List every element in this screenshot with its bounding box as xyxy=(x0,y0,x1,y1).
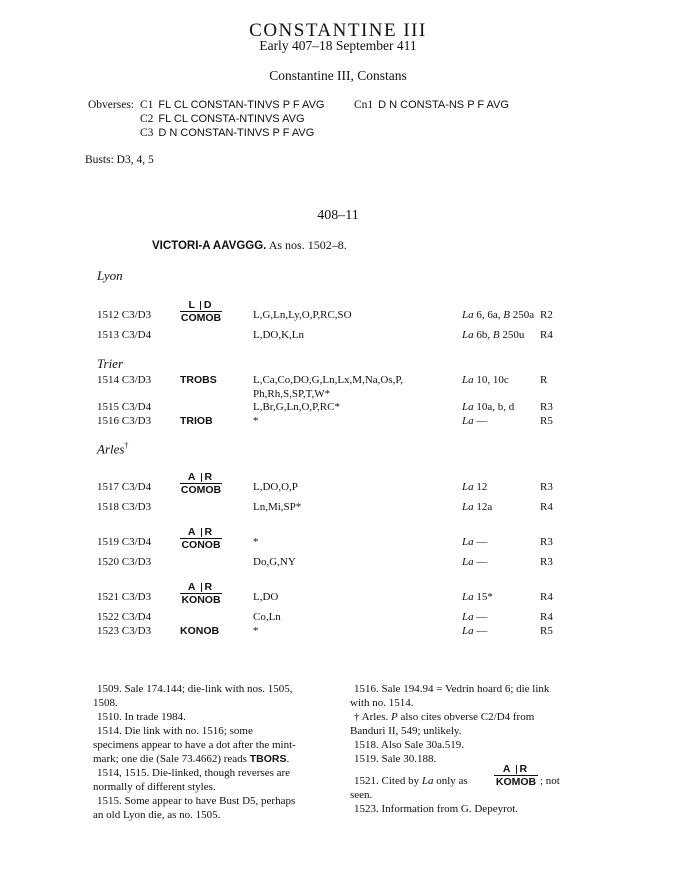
note-1514-cont: specimens appear to have a dot after the mint- xyxy=(93,739,296,751)
collections: L,DO,O,P xyxy=(253,481,298,493)
collections: L,G,Ln,Ly,O,P,RC,SO xyxy=(253,309,352,321)
mintmark-fraction: L D COMOB xyxy=(180,299,222,324)
rarity: R5 xyxy=(540,625,553,637)
collections: L,DO xyxy=(253,591,279,603)
collections: Do,G,NY xyxy=(253,556,296,568)
note-1519: 1519. Sale 30.188. xyxy=(354,753,437,765)
collections-cont: Ph,Rh,S,SP,T,W* xyxy=(253,388,331,400)
reference: La — xyxy=(462,556,488,568)
note-arles-cont: Banduri II, 549; unlikely. xyxy=(350,725,462,737)
mintmark: KONOB xyxy=(180,625,220,637)
reference: La — xyxy=(462,536,488,548)
obverse-cn1: Cn1 D N CONSTA-NS P F AVG xyxy=(354,99,509,111)
reverse-type: VICTORI-A AAVGGG. As nos. 1502–8. xyxy=(152,238,347,252)
reference: La — xyxy=(462,625,488,637)
note-1523: 1523. Information from G. Depeyrot. xyxy=(354,803,519,815)
mintmark-fraction: A R CONOB xyxy=(181,526,221,551)
collections: Ln,Mi,SP* xyxy=(253,501,302,513)
rarity: R3 xyxy=(540,481,553,493)
note-1516: 1516. Sale 194.94 = Vedrin hoard 6; die link xyxy=(354,683,550,695)
table-row: 1520 C3/D3 xyxy=(97,556,152,568)
busts: Busts: D3, 4, 5 xyxy=(85,154,154,166)
reference: La 10, 10c xyxy=(462,374,509,386)
table-row: 1519 C3/D4 xyxy=(97,536,152,548)
table-row: 1518 C3/D3 xyxy=(97,501,152,513)
collections: L,Br,G,Ln,O,P,RC* xyxy=(253,401,340,413)
collections: * xyxy=(253,625,259,637)
note-arles: † Arles. P also cites obverse C2/D4 from xyxy=(354,711,535,723)
reference: La 12 xyxy=(462,481,488,493)
collections: L,DO,K,Ln xyxy=(253,329,305,341)
mintmark: TROBS xyxy=(180,374,217,386)
note-1521-mintmark: A R KOMOB xyxy=(495,763,537,788)
table-row: 1514 C3/D3 xyxy=(97,374,152,386)
note-1514: 1514. Die link with no. 1516; some xyxy=(97,725,253,737)
reference: La — xyxy=(462,611,488,623)
note-1518: 1518. Also Sale 30a.519. xyxy=(354,739,464,751)
table-row: 1523 C3/D3 xyxy=(97,625,152,637)
mintmark-fraction: A R COMOB xyxy=(180,471,222,496)
collections: * xyxy=(253,415,259,427)
table-row: 1512 C3/D3 xyxy=(97,309,152,321)
obverses-label: Obverses: xyxy=(88,99,134,111)
reign-dates: Early 407–18 September 411 xyxy=(259,38,417,53)
note-1514-1515-cont: normally of different styles. xyxy=(93,781,216,793)
note-1510: 1510. In trade 1984. xyxy=(97,711,186,723)
note-1514-1515: 1514, 1515. Die-linked, though reverses are xyxy=(97,767,291,779)
note-1521: 1521. Cited by La only as xyxy=(354,775,468,787)
table-row: 1517 C3/D4 xyxy=(97,481,152,493)
rarity: R5 xyxy=(540,415,553,427)
mintmark-fraction: A R KONOB xyxy=(181,581,221,606)
table-row: 1515 C3/D4 xyxy=(97,401,152,413)
obverse-c1: C1 FL CL CONSTAN-TINVS P F AVG xyxy=(140,99,325,111)
rarity: R3 xyxy=(540,536,553,548)
mint-heading-trier: Trier xyxy=(97,356,124,371)
reference: La 12a xyxy=(462,501,493,513)
obverse-c3: C3 D N CONSTAN-TINVS P F AVG xyxy=(140,127,315,139)
rarity: R4 xyxy=(540,501,553,513)
reference: La 15* xyxy=(462,591,493,603)
note-1521-cont: seen. xyxy=(350,789,373,801)
note-1509: 1509. Sale 174.144; die-link with nos. 1505, xyxy=(97,683,293,695)
table-row: 1521 C3/D3 xyxy=(97,591,152,603)
section-date: 408–11 xyxy=(317,208,359,223)
table-row: 1513 C3/D4 xyxy=(97,329,152,341)
page-title: CONSTANTINE III xyxy=(249,20,427,41)
rarity: R4 xyxy=(540,591,553,603)
collections: L,Ca,Co,DO,G,Ln,Lx,M,Na,Os,P, xyxy=(253,374,404,386)
rarity: R xyxy=(540,374,548,386)
note-1521-end: ; not xyxy=(540,775,560,787)
note-1515-cont: an old Lyon die, as no. 1505. xyxy=(93,809,221,821)
rarity: R2 xyxy=(540,309,553,321)
obverse-c2: C2 FL CL CONSTA-NTINVS AVG xyxy=(140,113,305,125)
rarity: R3 xyxy=(540,556,553,568)
rarity: R4 xyxy=(540,611,553,623)
reference: La 10a, b, d xyxy=(462,401,515,413)
mintmark: TRIOB xyxy=(180,415,213,427)
reference: La 6b, B 250u xyxy=(462,329,525,341)
mint-heading-lyon: Lyon xyxy=(97,268,123,283)
table-row: 1522 C3/D4 xyxy=(97,611,152,623)
dagger-mark: † xyxy=(124,441,129,450)
note-1515: 1515. Some appear to have Bust D5, perhaps xyxy=(97,795,296,807)
reference: La — xyxy=(462,415,488,427)
rarity: R4 xyxy=(540,329,553,341)
rarity: R3 xyxy=(540,401,553,413)
note-1514-cont2: mark; one die (Sale 73.4662) reads TBORS. xyxy=(93,753,290,765)
reference: La 6, 6a, B 250a xyxy=(462,309,535,321)
table-row: 1516 C3/D3 xyxy=(97,415,152,427)
collections: Co,Ln xyxy=(253,611,281,623)
collections: * xyxy=(253,536,259,548)
note-1509-cont: 1508. xyxy=(93,697,118,709)
rulers: Constantine III, Constans xyxy=(269,68,407,83)
note-1516-cont: with no. 1514. xyxy=(350,697,414,709)
mint-heading-arles: Arles† xyxy=(97,441,129,457)
